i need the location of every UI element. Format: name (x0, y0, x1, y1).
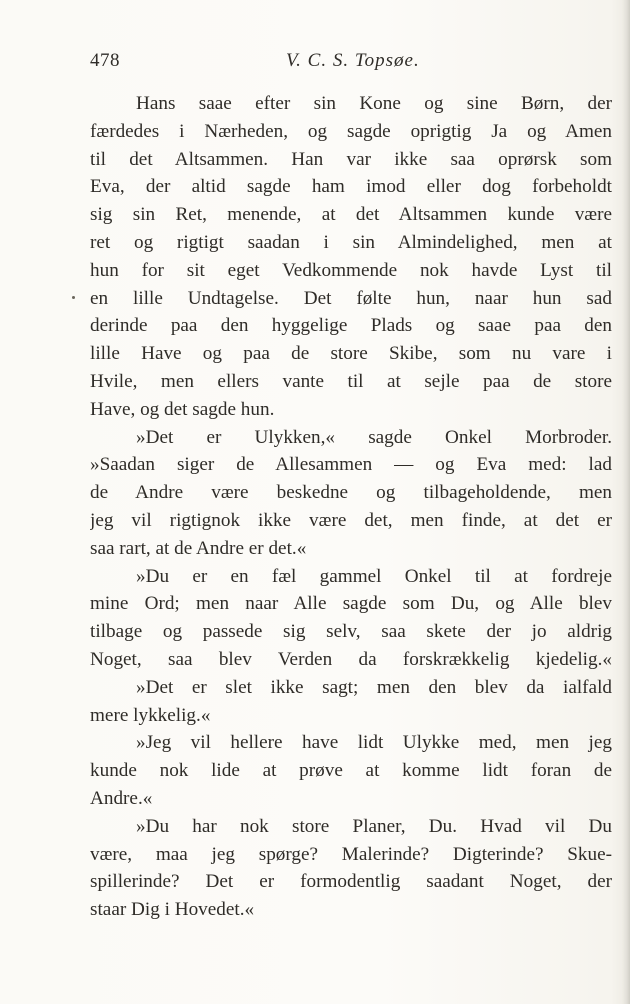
text-line: de Andre være beskedne og tilbageholdende, men (90, 482, 612, 504)
running-head (90, 44, 612, 74)
ink-speck (72, 296, 75, 299)
text-line: »Det er Ulykken,« sagde Onkel Morbroder. (136, 426, 612, 448)
running-title: V. C. S. Topsøe. (286, 50, 420, 71)
text-line: ret og rigtigt saadan i sin Almindelighed, men at (90, 231, 612, 253)
text-line: tilbage og passede sig selv, saa skete der jo aldrig (90, 621, 612, 643)
text-line: Hans saae efter sin Kone og sine Børn, der (136, 93, 612, 114)
text-line: derinde paa den hyggelige Plads og saae paa den (90, 315, 612, 337)
text-line: Have, og det sagde hun. (90, 398, 275, 420)
text-line: Noget, saa blev Verden da forskrækkelig kjedelig.« (90, 648, 612, 670)
text-line: hun for sit eget Vedkommende nok havde Lyst til (90, 259, 612, 281)
text-line: mine Ord; men naar Alle sagde som Du, og Alle blev (90, 593, 612, 615)
text-line: »Du har nok store Planer, Du. Hvad vil Du (136, 815, 612, 837)
page-edge-shadow (622, 0, 630, 1004)
text-line: til det Altsammen. Han var ikke saa oprørsk som (90, 148, 612, 170)
text-line: en lille Undtagelse. Det følte hun, naar hun sad (90, 287, 612, 309)
text-line: »Saadan siger de Allesammen — og Eva med: lad (90, 454, 612, 476)
text-line: sig sin Ret, menende, at det Altsammen kunde være (90, 204, 612, 226)
text-line: lille Have og paa de store Skibe, som nu vare i (90, 343, 612, 365)
text-line: »Du er en fæl gammel Onkel til at fordreje (136, 565, 612, 587)
text-line: »Jeg vil hellere have lidt Ulykke med, men jeg (136, 732, 612, 754)
text-line: Eva, der altid sagde ham imod eller dog forbeholdt (90, 176, 612, 198)
text-line: mere lykkelig.« (90, 704, 211, 726)
text-line: jeg vil rigtignok ikke være det, men finde, at det er (90, 509, 612, 531)
page-number: 478 (90, 50, 120, 71)
text-line: »Det er slet ikke sagt; men den blev da ialfald (136, 676, 612, 698)
text-line: staar Dig i Hovedet.« (90, 899, 255, 921)
text-line: færdedes i Nærheden, og sagde oprigtig Ja og Amen (90, 120, 612, 142)
text-line: være, maa jeg spørge? Malerinde? Digterinde? Skue- (90, 843, 612, 865)
text-line: saa rart, at de Andre er det.« (90, 537, 307, 559)
text-line: spillerinde? Det er formodentlig saadant Noget, der (90, 871, 612, 893)
text-line: Andre.« (90, 787, 153, 809)
body-text (90, 90, 612, 924)
text-line: Hvile, men ellers vante til at sejle paa de store (90, 370, 612, 392)
text-line: kunde nok lide at prøve at komme lidt foran de (90, 760, 612, 782)
